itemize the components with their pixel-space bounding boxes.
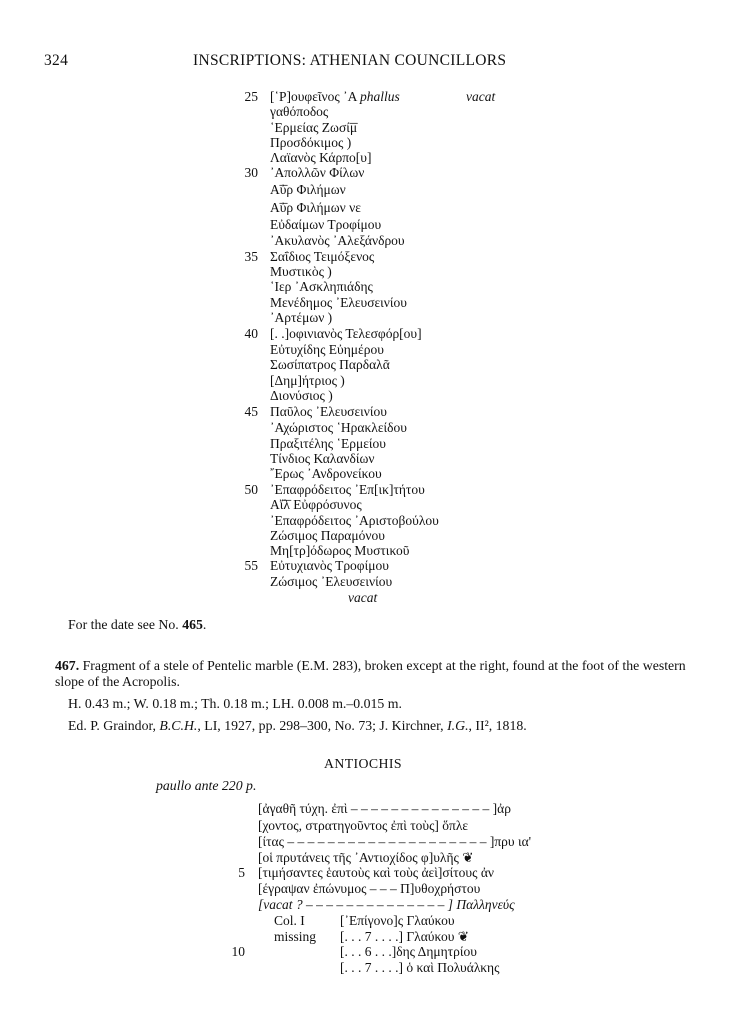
list-item: Εὐδαίμων Τροφίμου: [270, 217, 382, 232]
inscription-line: [ἀγαθῆ τύχη. ἐπὶ – – – – – – – – – – – – – – ]ἀρ: [258, 801, 511, 816]
column-line: [᾿Επίγονο]ς Γλαύκου: [340, 913, 455, 928]
tribe-heading: ANTIOCHIS: [324, 756, 402, 771]
list-item: ῎Ερως ᾿Ανδρονείκου: [270, 466, 382, 481]
line-number: 10: [231, 944, 245, 959]
dimensions: H. 0.43 m.; W. 0.18 m.; Th. 0.18 m.; LH. 0.008 m.–0.015 m.: [68, 696, 402, 711]
list-item: [. .]οφινιανὸς Τελεσφόρ[ου]: [270, 326, 422, 341]
list-item: Α͞ὐρ Φιλήμων νε: [270, 200, 361, 215]
line-number: 50: [244, 482, 258, 497]
list-item: Αἴ͞λ Εὐφρόσυνος: [270, 497, 362, 512]
list-item: Εὐτυχίδης Εὐημέρου: [270, 342, 384, 357]
column-line: [. . . 7 . . . .] Γλαύκου ❦: [340, 929, 470, 944]
list-item: Μη[τρ]όδωρος Μυστικοῦ: [270, 543, 410, 558]
inscription-line: [τιμήσαντες ἑαυτοὺς καὶ τοὺς ἀεὶ]σίτους ἀν: [258, 865, 495, 880]
list-item: Λαϊανὸς Κάρπο[υ]: [270, 150, 372, 165]
line-number: 40: [244, 326, 258, 341]
entry-description-cont: slope of the Acropolis.: [55, 674, 180, 689]
list-item: Ζώσιμος ᾿Ελευσεινίου: [270, 574, 393, 589]
date-note: For the date see No. 465.: [68, 617, 207, 632]
list-item: Α͞ὐρ Φιλήμων: [270, 182, 346, 197]
list-item: Προσδόκιμος ): [270, 135, 352, 150]
line-number: 55: [244, 558, 258, 573]
date-label: paullo ante 220 p.: [156, 778, 257, 793]
list-item: Τίνδιος Καλανδίων: [270, 451, 375, 466]
column-line: [. . . 6 . . .]δης Δημητρίου: [340, 944, 477, 959]
list-item: Διονύσιος ): [270, 388, 333, 403]
list-item: Μυστικὸς ): [270, 264, 332, 279]
line-number: 30: [244, 165, 258, 180]
vacat-note: vacat: [348, 590, 378, 605]
entry-number: 467.: [55, 658, 80, 673]
vacat-note: vacat: [466, 89, 496, 104]
edition-reference: Ed. P. Graindor, B.C.H., LI, 1927, pp. 298–300, No. 73; J. Kirchner, I.G., II², 1818.: [68, 718, 527, 733]
list-item: ᾿Αρτέμων ): [270, 310, 333, 325]
line-number: 45: [244, 404, 258, 419]
list-item: ᾿Απολλῶν Φίλων: [270, 165, 365, 180]
list-item: Ζώσιμος Παραμόνου: [270, 528, 385, 543]
inscription-line: [vacat ? – – – – – – – – – – – – – – ] Παλληνεύς: [258, 897, 515, 912]
list-item: Εὐτυχιανὸς Τροφίμου: [270, 558, 389, 573]
inscription-line: [ίτας – – – – – – – – – – – – – – – – – – – – ]πρυ ια': [258, 834, 532, 849]
list-item: Παῦλος ᾿Ελευσεινίου: [270, 404, 387, 419]
list-item: ῾Ερμείας Ζωσί͞μ: [270, 120, 358, 135]
line-number: 35: [244, 249, 258, 264]
phallus-note: phallus: [359, 89, 400, 104]
list-item: [῾Ρ]ουφεῖνος ᾿Α phallus: [270, 89, 400, 104]
line-number: 5: [238, 865, 245, 880]
running-title: INSCRIPTIONS: ATHENIAN COUNCILLORS: [193, 52, 507, 69]
page-number: 324: [44, 52, 69, 69]
list-item: ῾Ιερ ᾿Ασκληπιάδης: [270, 279, 373, 294]
list-item: ᾿Αχώριστος ῾Ηρακλείδου: [270, 420, 407, 435]
inscription-line: [έγραψαν ἐπώνυμος – – – Π]υθοχρήστου: [258, 881, 481, 896]
list-item: ᾿Επαφρόδειτος ᾿Επ[ικ]τήτου: [270, 482, 425, 497]
line-number: 25: [244, 89, 258, 104]
list-item: γαθόποδος: [270, 104, 329, 119]
date-note-ref: 465: [182, 617, 203, 632]
inscription-line: [οἱ πρυτάνεις τῆς ᾿Αντιοχίδος φ]υλῆς ❦: [258, 850, 474, 865]
inscription-line: [χοντος, στρατηγοῦντος ἐπὶ τοὺς] ὅπλε: [258, 818, 469, 833]
column-label: Col. I: [274, 913, 305, 928]
list-item: Πραξιτέλης ῾Ερμείου: [270, 436, 386, 451]
list-item: Μενέδημος ᾿Ελευσεινίου: [270, 295, 407, 310]
list-item: [Δημ]ήτριος ): [270, 373, 345, 388]
list-item: ᾿Ακυλανὸς ᾿Αλεξάνδρου: [270, 233, 405, 248]
list-item: Σαΐδιος Τειμόξενος: [270, 249, 375, 264]
column-status: missing: [274, 929, 317, 944]
list-item: ᾿Επαφρόδειτος ᾿Αριστοβούλου: [270, 513, 439, 528]
entry-description: 467. Fragment of a stele of Pentelic marble (E.M. 283), broken except at the right, found at the foot of the western: [55, 658, 686, 673]
column-line: [. . . 7 . . . .] ὁ καὶ Πολυάλκης: [340, 960, 500, 975]
list-item: Σωσίπατρος Παρδαλᾶ: [270, 357, 390, 372]
